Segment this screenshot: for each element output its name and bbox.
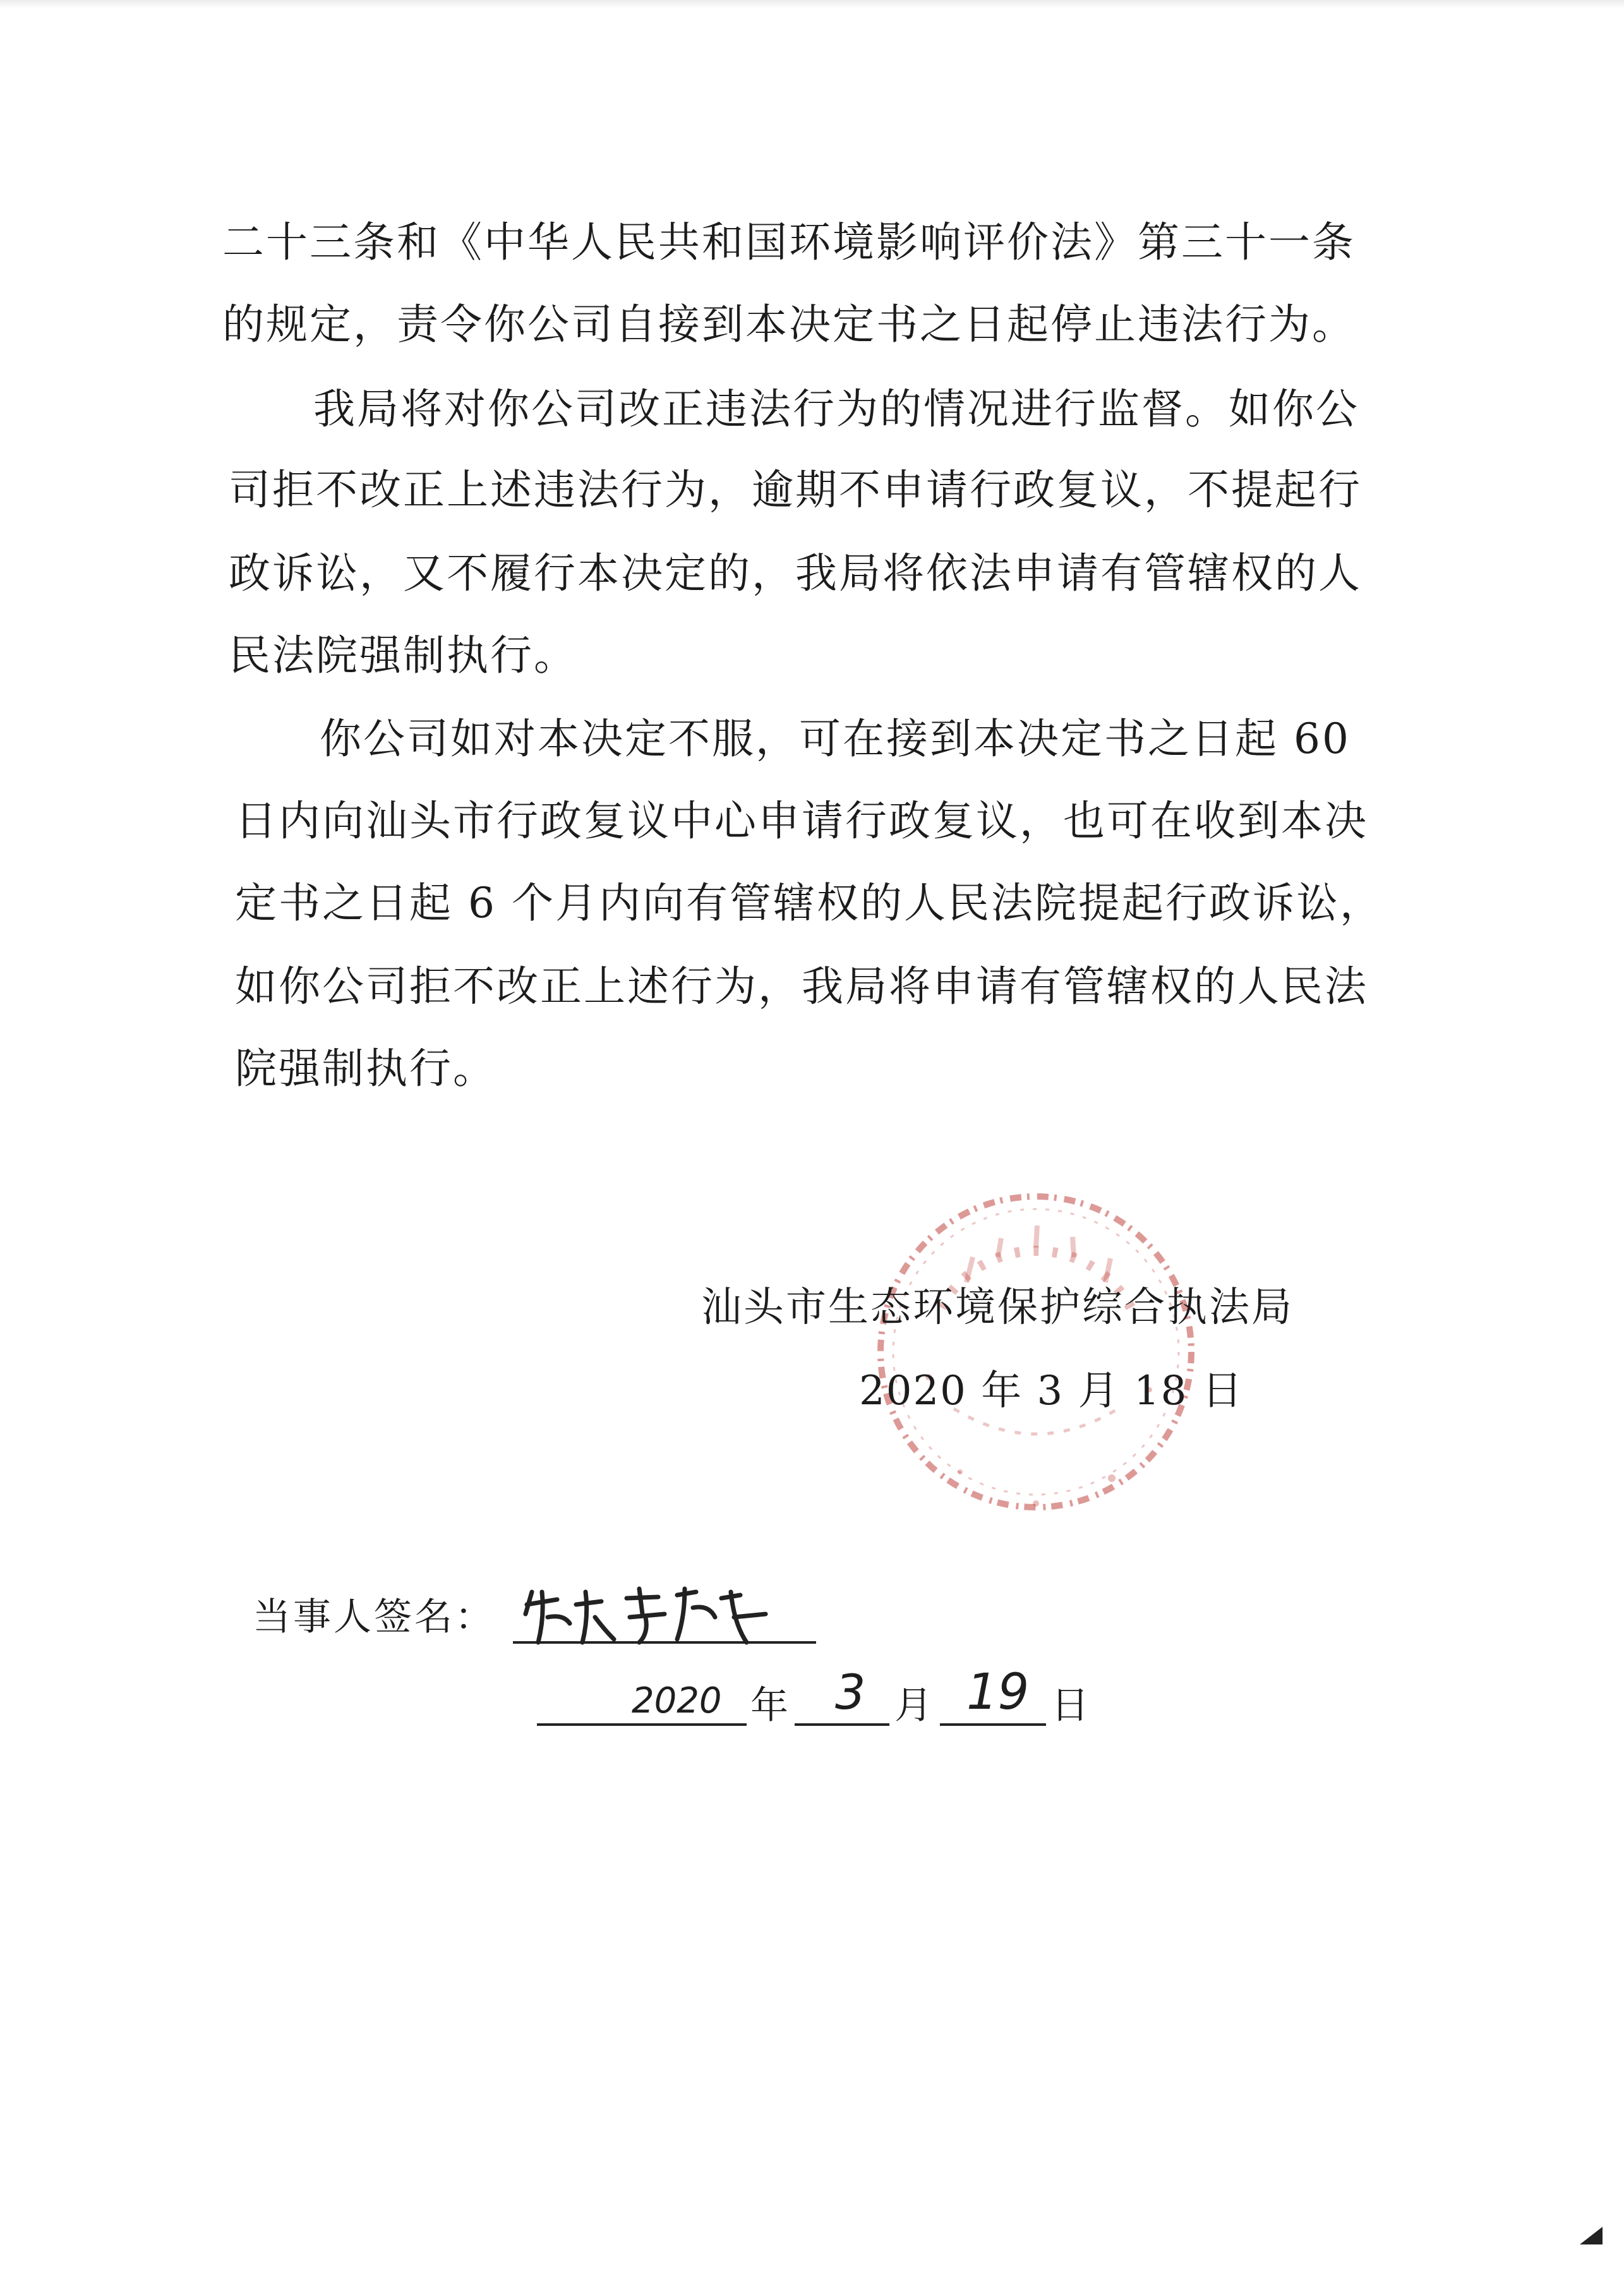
issuing-agency: 汕头市生态环境保护综合执法局 — [701, 1284, 1294, 1331]
body-line-8: 日内向汕头市行政复议中心申请行政复议，也可在收到本决 — [235, 797, 1368, 845]
year-underline — [537, 1723, 747, 1726]
body-line-7: 你公司如对本决定不服，可在接到本决定书之日起 60 — [320, 714, 1350, 763]
body-line-11: 院强制执行。 — [235, 1044, 496, 1093]
body-line-10: 如你公司拒不改正上述行为，我局将申请有管辖权的人民法 — [235, 962, 1368, 1011]
month-underline — [795, 1723, 889, 1726]
body-line-1: 二十三条和《中华人民共和国环境影响评价法》第三十一条 — [222, 218, 1356, 267]
corner-mark-icon — [1579, 2226, 1604, 2246]
year-unit: 年 — [750, 1684, 788, 1728]
body-line-9: 定书之日起 6 个月内向有管辖权的人民法院提起行政诉讼， — [235, 879, 1383, 927]
party-signature-label: 当事人签名： — [253, 1595, 495, 1639]
body-line-2: 的规定，责令你公司自接到本决定书之日起停止违法行为。 — [222, 300, 1356, 349]
signed-month: 3 — [835, 1664, 866, 1720]
body-line-5: 政诉讼，又不履行本决定的，我局将依法申请有管辖权的人 — [229, 549, 1362, 598]
body-line-3: 我局将对你公司改正违法行为的情况进行监督。如你公 — [313, 385, 1359, 433]
signed-day: 19 — [966, 1664, 1030, 1721]
signature-underline — [513, 1641, 816, 1644]
body-line-4: 司拒不改正上述违法行为，逾期不申请行政复议，不提起行 — [229, 466, 1362, 514]
day-unit: 日 — [1051, 1684, 1089, 1728]
signed-year: 2020 — [632, 1680, 722, 1721]
handwritten-signature-icon — [519, 1579, 785, 1649]
day-underline — [940, 1723, 1046, 1726]
scan-edge — [0, 0, 1624, 9]
official-seal-icon — [872, 1188, 1200, 1516]
body-line-6: 民法院强制执行。 — [229, 631, 577, 680]
month-unit: 月 — [894, 1684, 932, 1728]
issue-date: 2020 年 3 月 18 日 — [859, 1368, 1244, 1414]
